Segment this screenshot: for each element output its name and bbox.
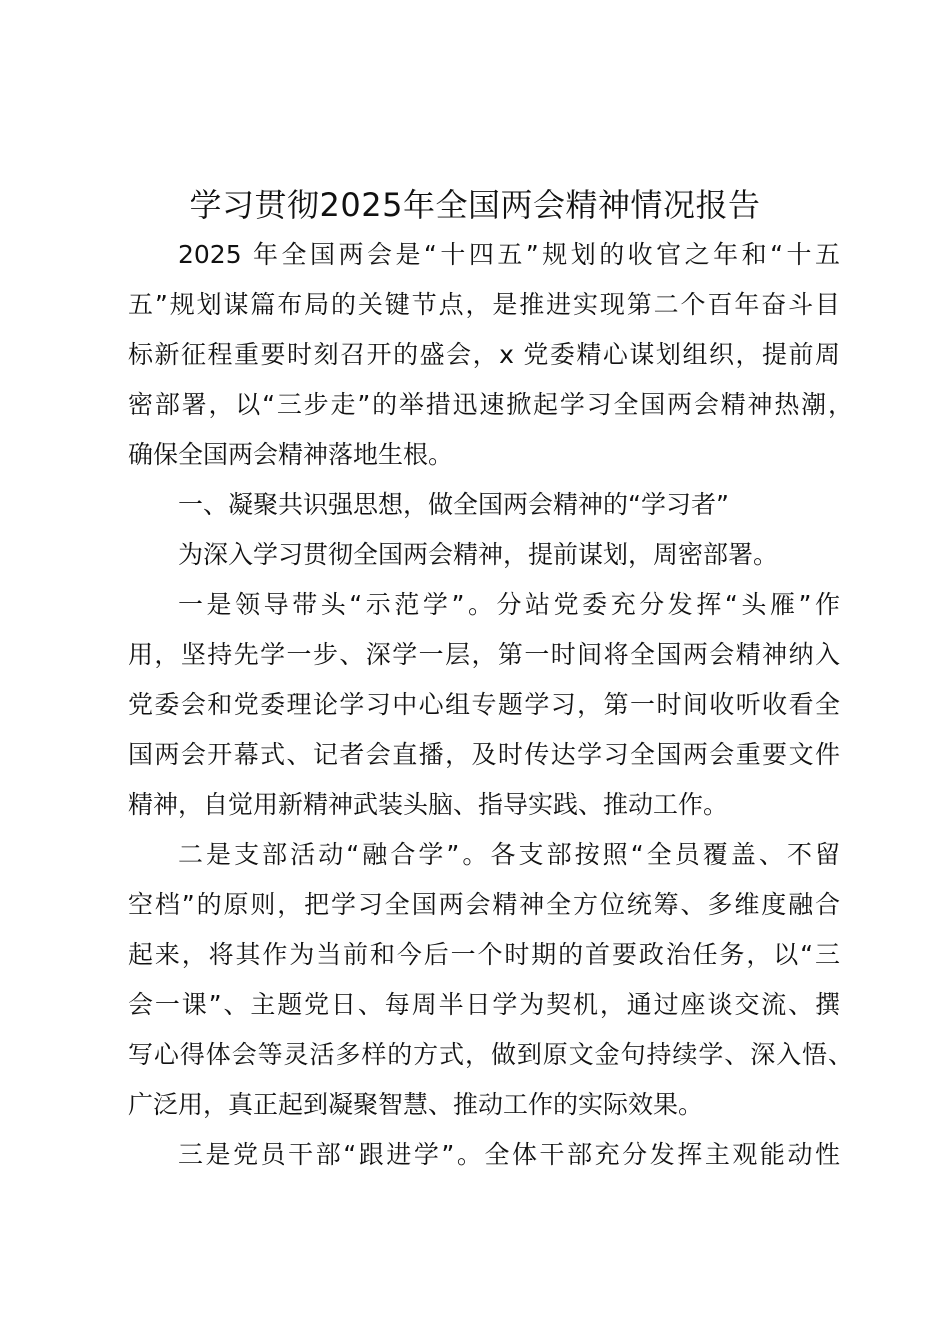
paragraph-line: 国两会开幕式、记者会直播，及时传达学习全国两会重要文件 [128,740,840,769]
paragraph-line: 三是党员干部“跟进学”。全体干部充分发挥主观能动性 [178,1140,840,1169]
paragraph-line: 起来，将其作为当前和今后一个时期的首要政治任务，以“三 [128,940,840,969]
paragraph-line: 空档”的原则，把学习全国两会精神全方位统筹、多维度融合 [128,890,840,919]
paragraph-line: 一是领导带头“示范学”。分站党委充分发挥“头雁”作 [178,590,840,619]
paragraph-line: 二是支部活动“融合学”。各支部按照“全员覆盖、不留 [178,840,840,869]
paragraph-line: 写心得体会等灵活多样的方式，做到原文金句持续学、深入悟、 [128,1040,853,1069]
paragraph-line: 2025 年全国两会是“十四五”规划的收官之年和“十五 [178,240,840,269]
paragraph-line: 用，坚持先学一步、深学一层，第一时间将全国两会精神纳入 [128,640,840,669]
paragraph-line: 会一课”、主题党日、每周半日学为契机，通过座谈交流、撰 [128,990,840,1019]
paragraph-line: 密部署，以“三步走”的举措迅速掀起学习全国两会精神热潮， [128,390,853,419]
paragraph-line: 精神，自觉用新精神武装头脑、指导实践、推动工作。 [128,790,729,819]
paragraph-line: 党委会和党委理论学习中心组专题学习，第一时间收听收看全 [128,690,840,719]
document-title: 学习贯彻2025年全国两会精神情况报告 [189,186,761,224]
paragraph-line: 为深入学习贯彻全国两会精神，提前谋划，周密部署。 [178,540,779,569]
paragraph-line: 标新征程重要时刻召开的盛会，x 党委精心谋划组织，提前周 [128,340,840,369]
paragraph-line: 广泛用，真正起到凝聚智慧、推动工作的实际效果。 [128,1090,704,1119]
section-heading: 一、凝聚共识强思想，做全国两会精神的“学习者” [178,490,729,519]
paragraph-line: 五”规划谋篇布局的关键节点，是推进实现第二个百年奋斗目 [128,290,840,319]
paragraph-line: 确保全国两会精神落地生根。 [128,440,454,469]
